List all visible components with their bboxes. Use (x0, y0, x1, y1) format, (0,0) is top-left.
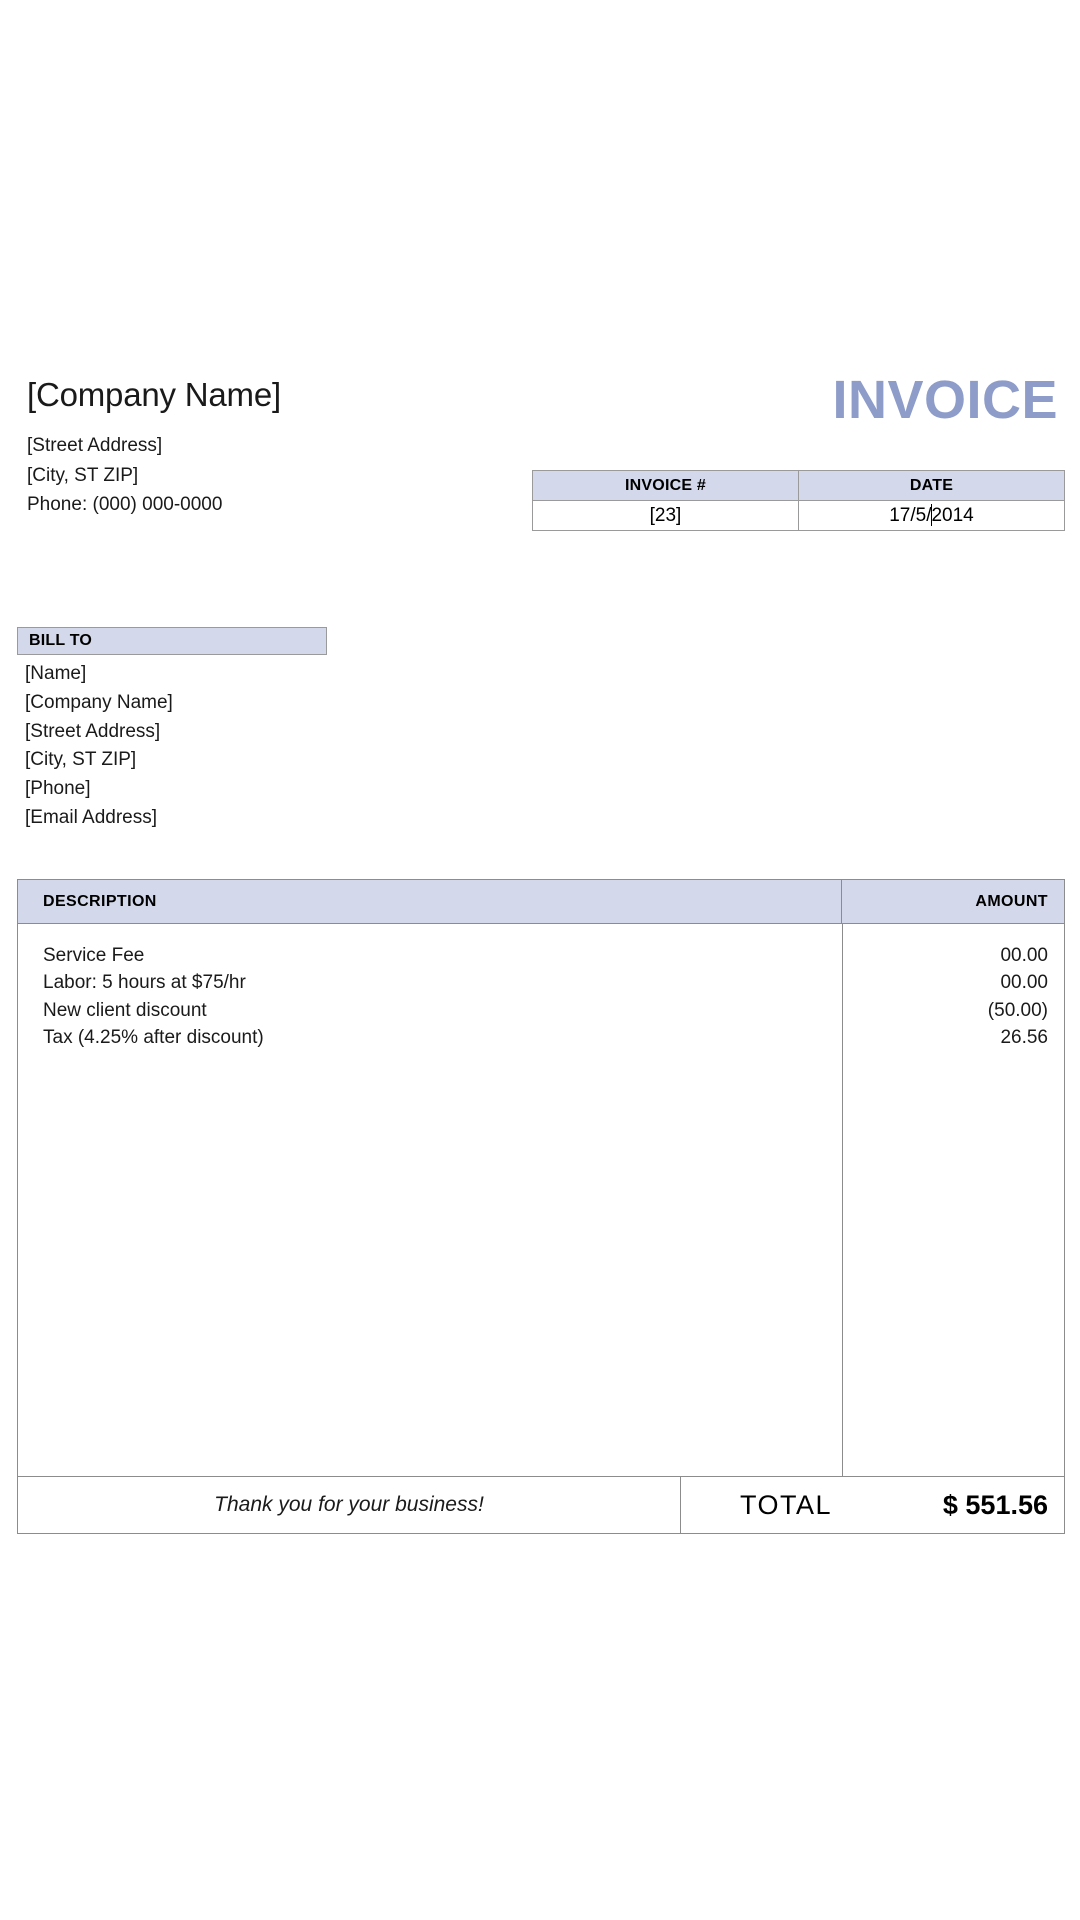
line-item-amount[interactable]: 00.00 (1000, 944, 1048, 966)
table-row[interactable] (18, 970, 1064, 998)
seller-address-line[interactable]: Phone: (000) 000-0000 (27, 494, 223, 515)
line-items-table (17, 879, 1065, 1534)
total-row (18, 1476, 1064, 1533)
table-row[interactable] (18, 997, 1064, 1025)
bill-to-address (25, 660, 445, 833)
seller-address-line[interactable]: [Street Address] (27, 435, 163, 456)
invoice-meta-table (532, 470, 1065, 531)
line-item-description[interactable]: Tax (4.25% after discount) (43, 1027, 264, 1049)
description-column-header: DESCRIPTION (18, 880, 842, 923)
invoice-date-value[interactable] (799, 501, 1065, 531)
bill-to-line[interactable]: [Name] (25, 663, 87, 684)
bill-to-line[interactable]: [Email Address] (25, 806, 157, 828)
thank-you-message: Thank you for your business! (18, 1477, 681, 1533)
seller-company-name[interactable]: [Company Name] (27, 376, 281, 413)
table-row[interactable] (18, 942, 1064, 970)
line-item-amount[interactable]: (50.00) (987, 999, 1048, 1021)
amount-column-header: AMOUNT (975, 892, 1048, 910)
bill-to-line[interactable]: [City, ST ZIP] (25, 749, 137, 771)
invoice-number-header: INVOICE # (533, 471, 799, 501)
bill-to-line[interactable]: [Street Address] (25, 720, 161, 742)
invoice-date-part-before: 17/5/ (889, 505, 932, 526)
line-item-description[interactable]: New client discount (43, 999, 207, 1021)
line-item-description[interactable]: Service Fee (43, 944, 145, 966)
bill-to-line[interactable]: [Phone] (25, 778, 91, 800)
invoice-title: INVOICE (832, 370, 1058, 430)
bill-to-header (17, 627, 327, 655)
total-amount: $ 551.56 (942, 1489, 1048, 1520)
bill-to-label: BILL TO (29, 632, 93, 649)
seller-block (27, 375, 547, 520)
invoice-date-text (889, 504, 974, 527)
total-label: TOTAL (739, 1489, 833, 1520)
invoice-date-header: DATE (799, 471, 1065, 501)
invoice-date-part-after: 2014 (931, 505, 974, 526)
line-items-rows (18, 924, 1064, 1052)
line-item-amount[interactable]: 00.00 (1000, 972, 1048, 994)
seller-address (27, 431, 547, 520)
invoice-number-value[interactable]: [23] (533, 501, 799, 531)
bill-to-line[interactable]: [Company Name] (25, 691, 173, 713)
line-item-description[interactable]: Labor: 5 hours at $75/hr (43, 972, 246, 994)
invoice-meta-header-row (533, 471, 1065, 501)
invoice-meta-value-row (533, 501, 1065, 531)
table-row[interactable] (18, 1025, 1064, 1053)
line-items-header-row (18, 880, 1064, 924)
line-item-amount[interactable]: 26.56 (1000, 1027, 1048, 1049)
seller-address-line[interactable]: [City, ST ZIP] (27, 464, 139, 486)
line-items-body (18, 924, 1064, 1476)
